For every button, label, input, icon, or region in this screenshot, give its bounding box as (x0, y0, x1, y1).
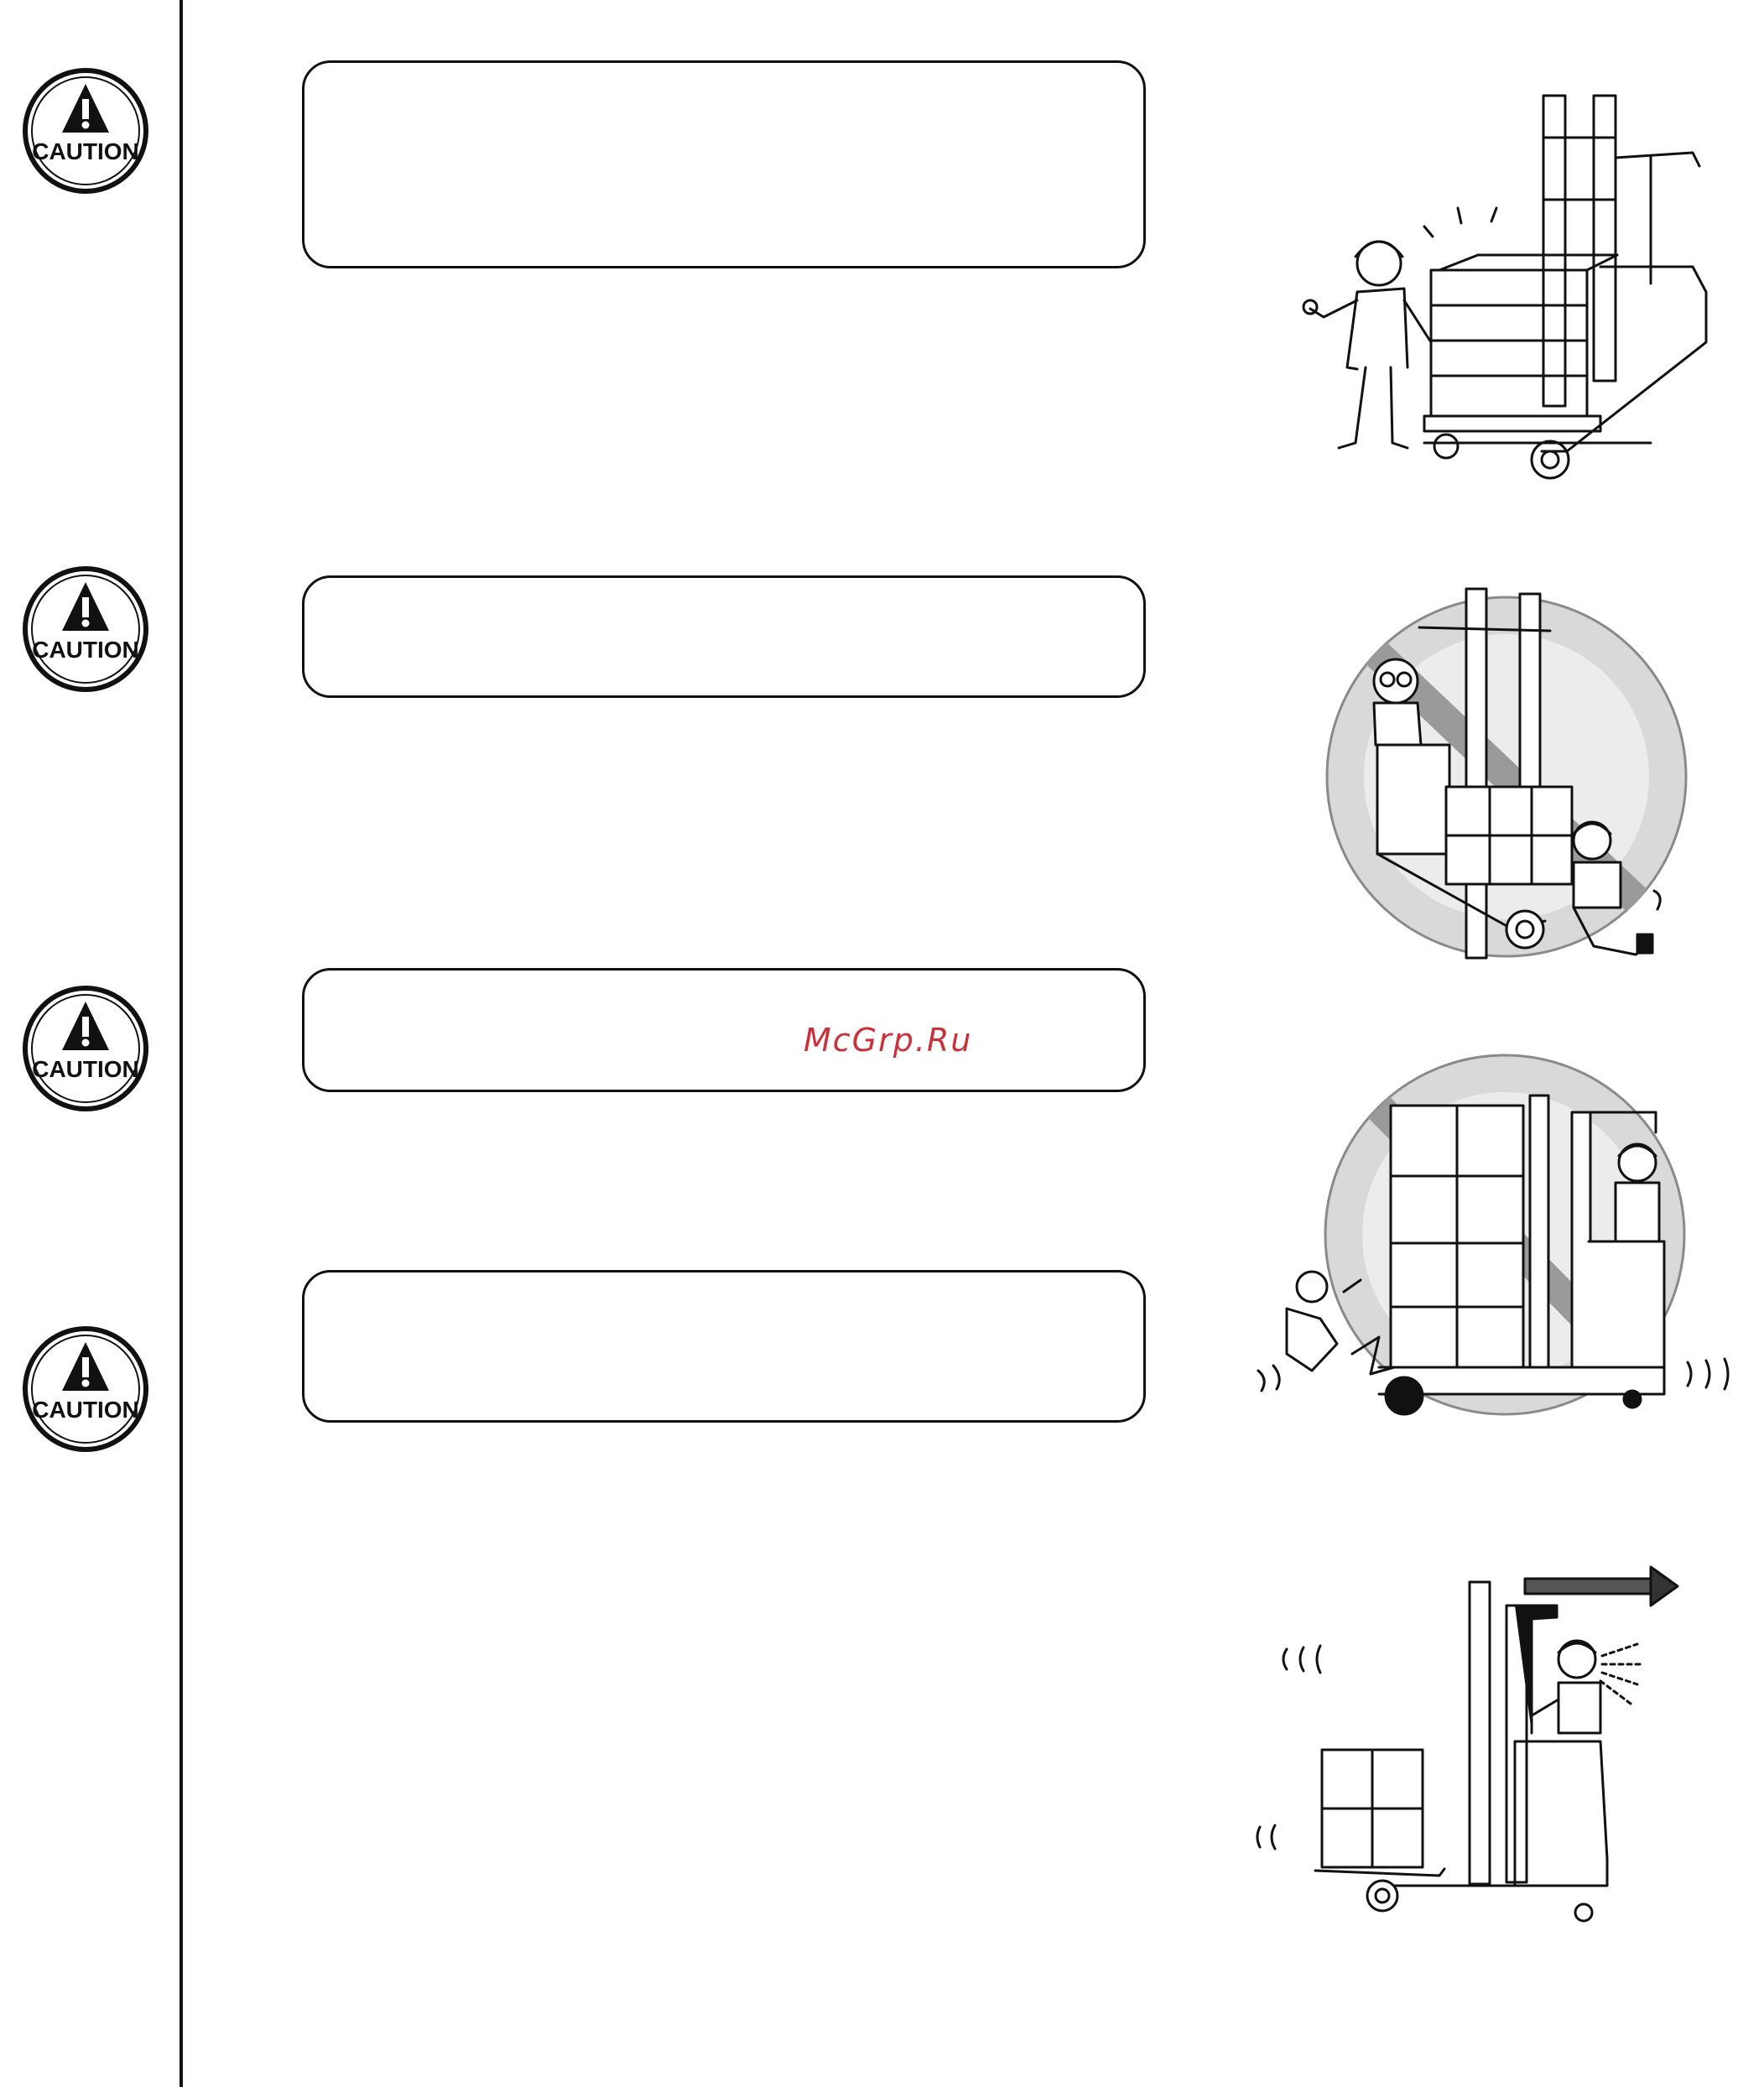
caution-label: CAUTION (32, 138, 139, 164)
caution-note-box (302, 1270, 1146, 1423)
caution-label: CAUTION (32, 1056, 139, 1082)
caution-icon (20, 983, 151, 1114)
left-margin-rule (180, 0, 183, 2087)
forklift-load-check-icon (1298, 91, 1718, 485)
watermark-text: McGrp.Ru (804, 1022, 973, 1059)
caution-label: CAUTION (32, 1397, 139, 1423)
caution-note-box (302, 575, 1146, 698)
caution-note-box (302, 60, 1146, 268)
no-riding-on-forks-icon (1325, 577, 1694, 980)
caution-label: CAUTION (32, 637, 139, 663)
caution-icon (20, 564, 151, 695)
caution-note-box (302, 968, 1146, 1092)
forklift-look-direction-icon (1255, 1557, 1691, 1926)
caution-icon (20, 65, 151, 196)
no-pedestrian-hit-icon (1253, 1052, 1748, 1429)
caution-icon (20, 1324, 151, 1455)
